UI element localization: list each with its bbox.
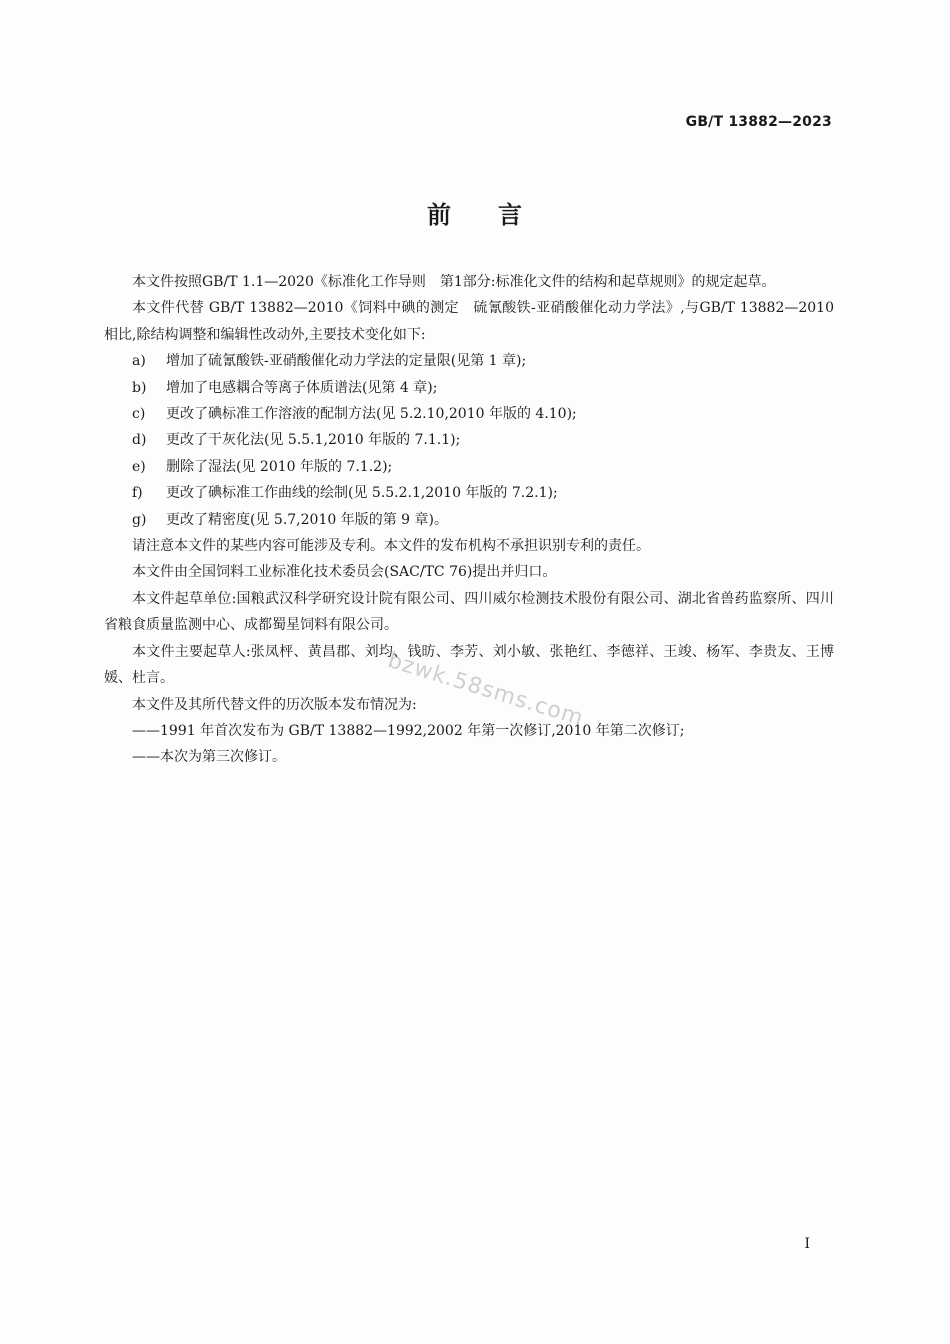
page-title	[0, 195, 950, 230]
page-number: I	[804, 1236, 810, 1252]
title-char-1: 前	[427, 201, 452, 229]
drafters-paragraph: 本文件主要起草人:张凤枰、黄昌郡、刘均、钱昉、李芳、刘小敏、张艳红、李德祥、王竣、杨军、李贵友、王博媛、杜言。	[104, 643, 834, 687]
proposer-paragraph: 本文件由全国饲料工业标准化技术委员会(SAC/TC 76)提出并归口。	[132, 564, 557, 581]
replacement-paragraph: 本文件代替 GB/T 13882—2010《饲料中碘的测定 硫氰酸铁-亚硝酸催化动力学法》,与GB/T 13882—2010 相比,除结构调整和编辑性改动外,主要技术变化如下:	[104, 300, 834, 343]
standard-code: GB/T 13882—2023	[685, 114, 832, 130]
patent-notice: 请注意本文件的某些内容可能涉及专利。本文件的发布机构不承担识别专利的责任。	[132, 538, 650, 555]
list-item: f) 更改了碘标准工作曲线的绘制(见 5.5.2.1,2010 年版的 7.2.1);	[132, 485, 558, 502]
history-item: ——本次为第三次修订。	[132, 749, 286, 766]
watermark-text: bzwk.58sms.com	[384, 648, 587, 732]
history-intro: 本文件及其所代替文件的历次版本发布情况为:	[132, 696, 417, 713]
history-item: ——1991 年首次发布为 GB/T 13882—1992,2002 年第一次修订,2010 年第二次修订;	[132, 722, 685, 739]
drafting-units-paragraph: 本文件起草单位:国粮武汉科学研究设计院有限公司、四川威尔检测技术股份有限公司、湖北省兽药监察所、四川省粮食质量监测中心、成都蜀星饲料有限公司。	[104, 590, 834, 634]
changes-list	[104, 348, 834, 533]
title-char-2: 言	[498, 201, 523, 229]
list-item: c) 更改了碘标准工作溶液的配制方法(见 5.2.10,2010 年版的 4.10);	[132, 406, 577, 423]
list-item: b) 增加了电感耦合等离子体质谱法(见第 4 章);	[132, 379, 438, 396]
list-item: g) 更改了精密度(见 5.7,2010 年版的第 9 章)。	[132, 511, 448, 528]
list-item: e) 删除了湿法(见 2010 年版的 7.1.2);	[132, 458, 393, 475]
drafting-rule-paragraph: 本文件按照GB/T 1.1—2020《标准化工作导则 第1部分:标准化文件的结构和起草规则》的规定起草。	[132, 274, 776, 290]
list-item: d) 更改了干灰化法(见 5.5.1,2010 年版的 7.1.1);	[132, 432, 461, 449]
list-item: a) 增加了硫氰酸铁-亚硝酸催化动力学法的定量限(见第 1 章);	[132, 353, 527, 370]
